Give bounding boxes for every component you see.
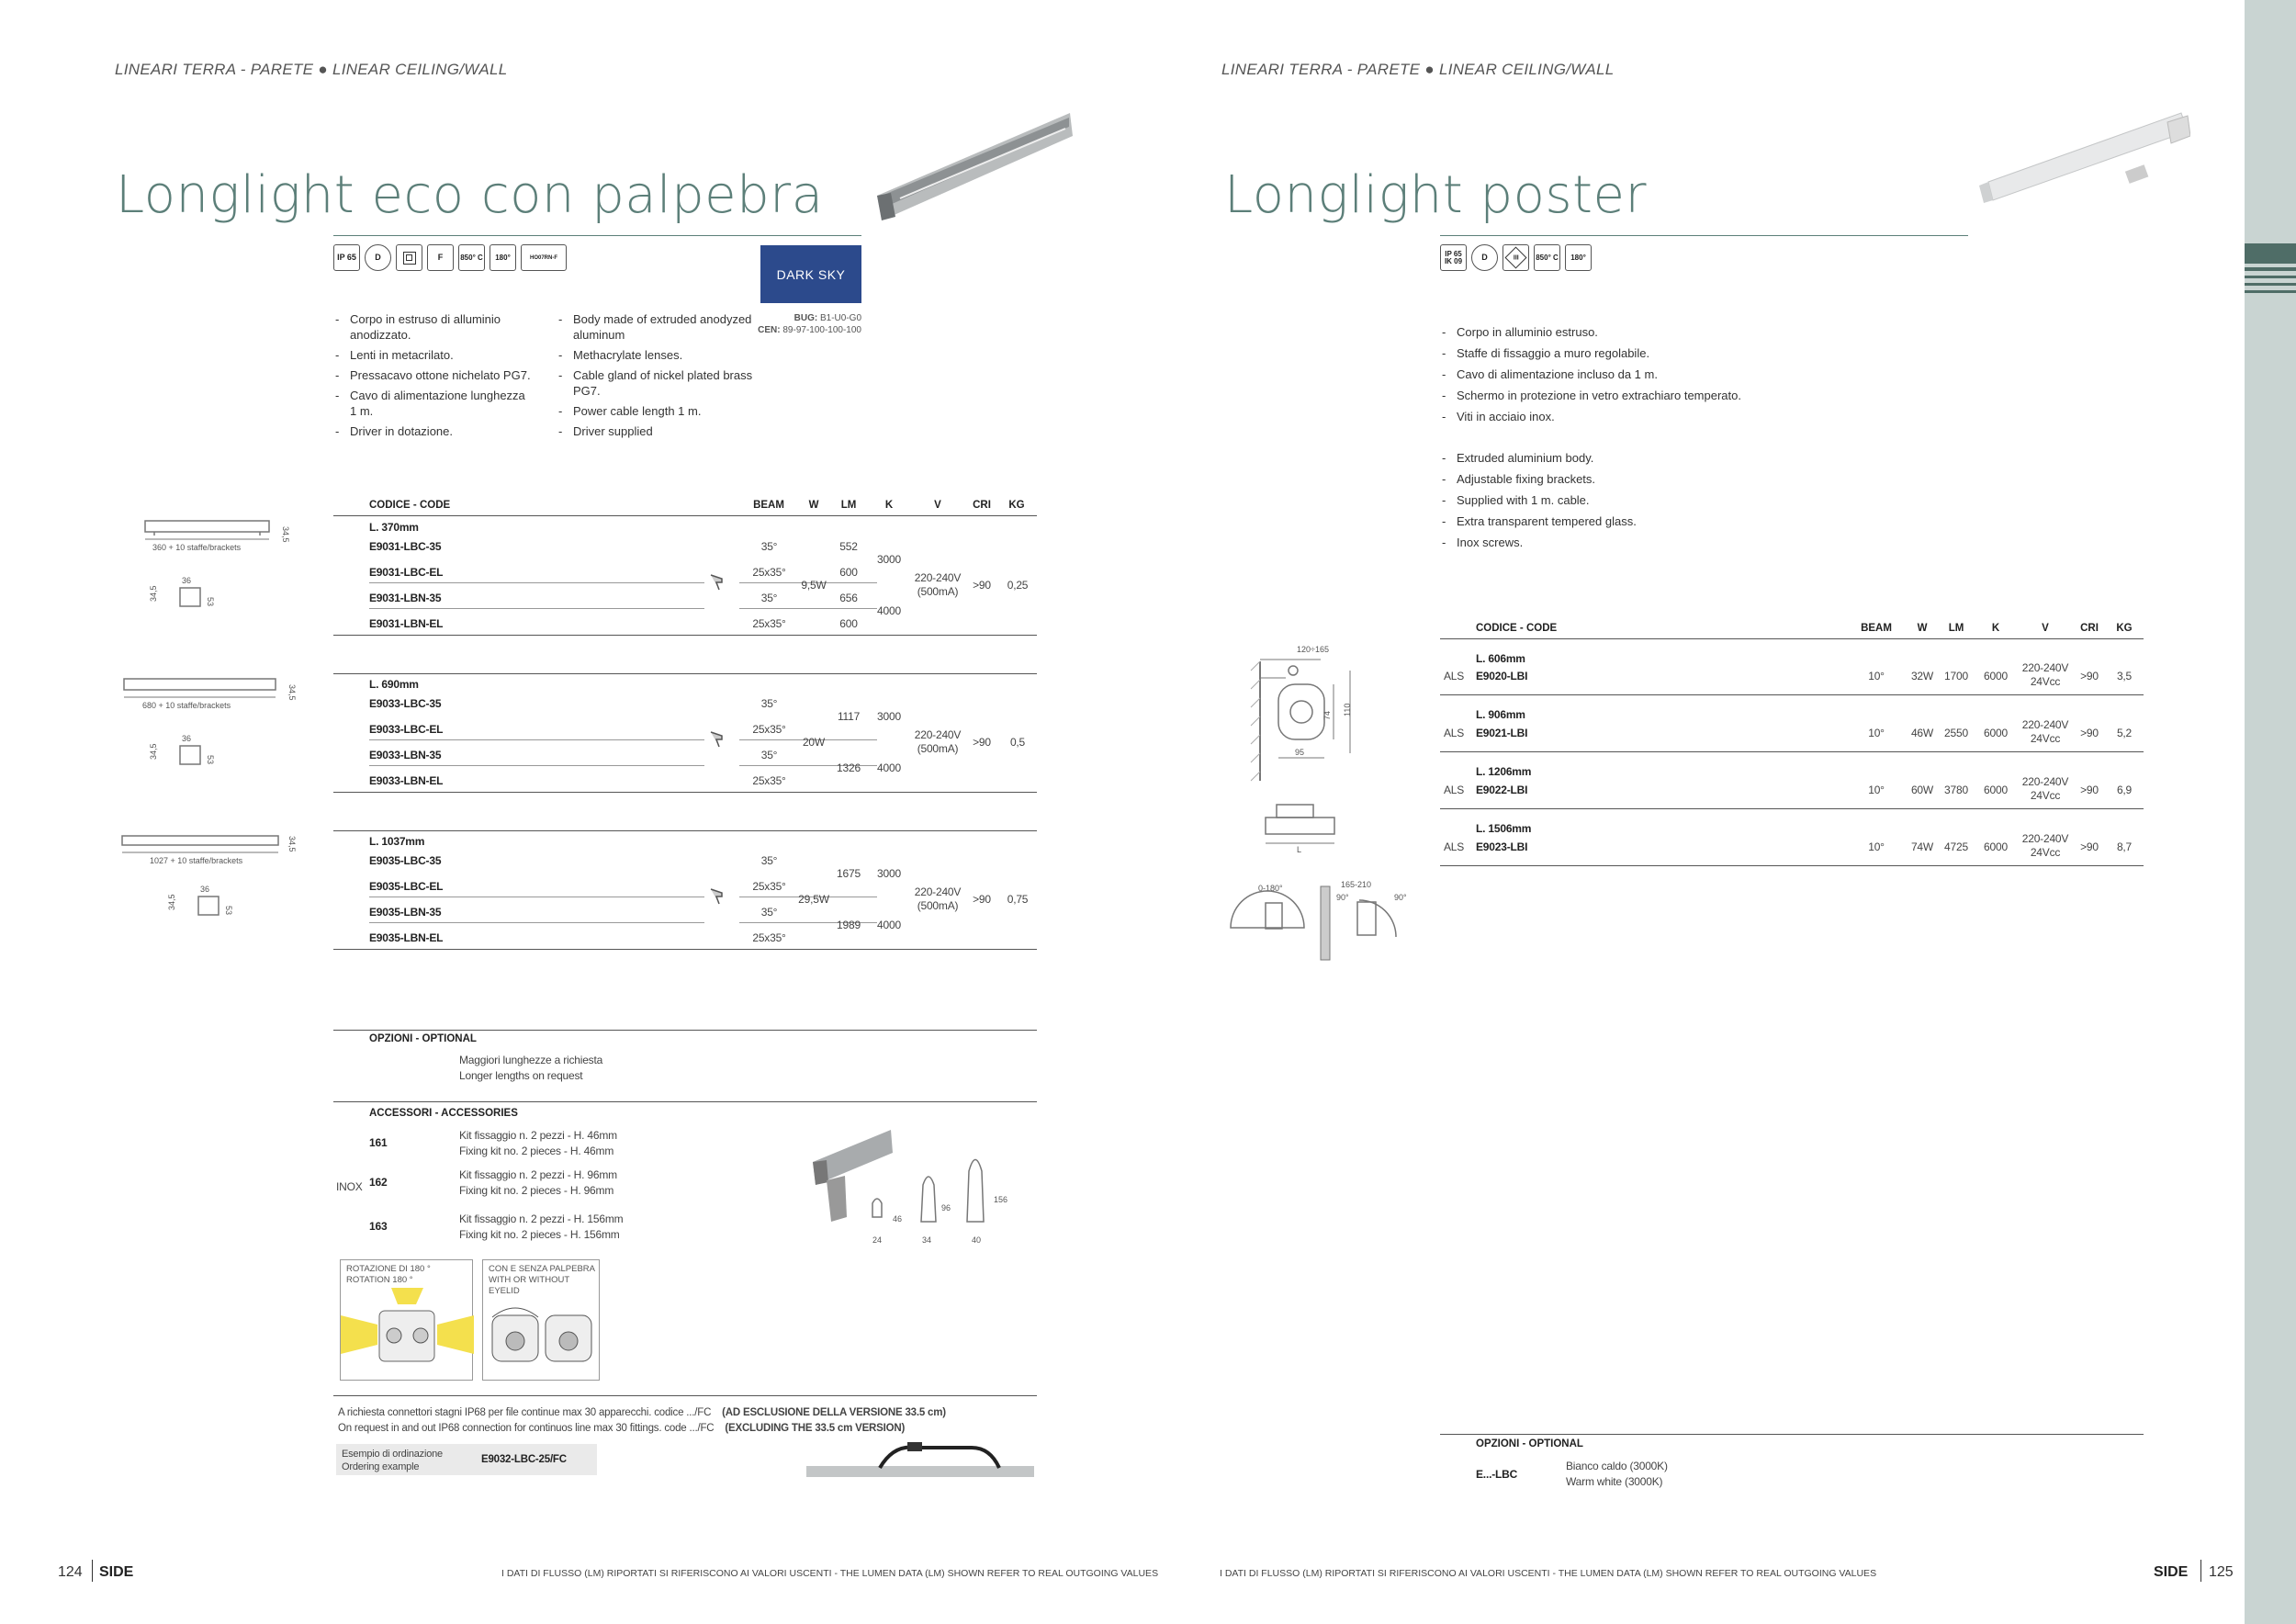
beam-value: 35° xyxy=(760,854,778,867)
beam-value: 35° xyxy=(760,592,778,604)
beam-value: 25x35° xyxy=(752,566,786,579)
product-code: E9033-LBN-35 xyxy=(369,749,442,761)
features-english xyxy=(557,311,754,444)
dark-sky-badge: DARK SKY xyxy=(760,245,861,303)
list-item: - Power cable length 1 m. xyxy=(557,403,754,419)
rotation-illustration: ROTAZIONE DI 180 ° ROTATION 180 ° xyxy=(340,1259,473,1381)
list-item: - Schermo in protezione in vetro extrachiaro temperato. xyxy=(1440,388,1807,404)
weight-value: 0,25 xyxy=(1007,579,1029,592)
beam-value: 35° xyxy=(760,697,778,710)
dimension-label: 34,5 xyxy=(149,585,158,602)
rotation-icon: 180° xyxy=(1565,244,1592,271)
ip65-ik09-icon: IP 65 IK 09 xyxy=(1440,244,1467,271)
dimension-label: 36 xyxy=(182,576,192,585)
weight-value: 3,5 xyxy=(2116,670,2133,682)
page-edge-line xyxy=(2245,290,2296,293)
ordering-example: Esempio di ordinazione Ordering example E9032-LBC-25/FC xyxy=(336,1444,597,1475)
row-rule xyxy=(369,739,704,740)
dimension-label: 36 xyxy=(200,885,210,894)
row-prefix: ALS xyxy=(1444,784,1465,796)
product-code: E9023-LBI xyxy=(1476,840,1528,853)
voltage-value: 220-240V (500mA) xyxy=(914,885,962,912)
cable-icon: HO07RN-F xyxy=(521,244,567,271)
col-header-cri: CRI xyxy=(973,500,991,511)
beam-value: 25x35° xyxy=(752,931,786,944)
kelvin-value: 4000 xyxy=(877,761,901,774)
beam-rule xyxy=(739,608,877,609)
optional-title: OPZIONI - OPTIONAL xyxy=(1476,1438,1583,1449)
dimension-label: 34,5 xyxy=(167,894,176,910)
cri-value: >90 xyxy=(973,893,991,906)
double-insulation-icon xyxy=(396,244,422,271)
dimension-label: 74 xyxy=(1322,710,1332,720)
product-code: E9035-LBN-35 xyxy=(369,906,442,919)
product-code: E9033-LBC-35 xyxy=(369,697,442,710)
dimension-label: 156 xyxy=(994,1195,1008,1204)
eyelid-illustration: CON E SENZA PALPEBRA WITH OR WITHOUT EYELID xyxy=(482,1259,600,1381)
lens-icon xyxy=(708,728,728,749)
cri-value: >90 xyxy=(2080,670,2099,682)
header-rule xyxy=(1440,638,2144,639)
col-header-code: CODICE - CODE xyxy=(369,500,451,511)
kelvin-value: 6000 xyxy=(1984,727,2008,739)
col-header-lm: LM xyxy=(1948,623,1964,634)
page-title: Longlight eco con palpebra xyxy=(116,165,824,225)
list-item: - Inox screws. xyxy=(1440,535,1807,551)
dimension-label: 46 xyxy=(893,1214,903,1224)
accessory-desc: Kit fissaggio n. 2 pezzi - H. 156mm Fixing kit no. 2 pieces - H. 156mm xyxy=(459,1212,624,1241)
list-item: - Extra transparent tempered glass. xyxy=(1440,513,1807,530)
col-header-k: K xyxy=(884,500,894,511)
lens-icon xyxy=(708,885,728,906)
group-rule xyxy=(333,830,1037,831)
group-length: L. 1037mm xyxy=(369,835,425,848)
dimension-label: 34 xyxy=(922,1235,932,1245)
row-rule xyxy=(1440,694,2144,695)
list-item: - Viti in acciaio inox. xyxy=(1440,409,1807,425)
dimension-label: 95 xyxy=(1295,748,1305,757)
kelvin-value: 3000 xyxy=(877,553,901,566)
list-item: - Staffe di fissaggio a muro regolabile. xyxy=(1440,345,1807,362)
col-header-kg: KG xyxy=(1008,500,1025,511)
certification-icons xyxy=(333,244,567,271)
beam-value: 10° xyxy=(1868,784,1885,796)
col-header-beam: BEAM xyxy=(1861,623,1892,634)
title-rule xyxy=(1440,235,1968,236)
beam-value: 25x35° xyxy=(752,774,786,787)
weight-value: 0,5 xyxy=(1009,736,1026,749)
dimension-drawing xyxy=(115,668,308,778)
lumen-value: 1675 xyxy=(837,867,861,880)
section-kicker: LINEARI TERRA - PARETE ● LINEAR CEILING/WALL xyxy=(115,61,508,78)
dimension-label: 110 xyxy=(1343,703,1352,716)
beam-value: 25x35° xyxy=(752,880,786,893)
dimension-label: 680 + 10 staffe/brackets xyxy=(142,701,231,710)
beam-value: 35° xyxy=(760,906,778,919)
voltage-value: 220-240V 24Vcc xyxy=(2021,718,2069,745)
list-item: - Body made of extruded anodyzed aluminum xyxy=(557,311,754,343)
accessories-title: ACCESSORI - ACCESSORIES xyxy=(369,1108,518,1119)
optional-rule xyxy=(333,1030,1037,1031)
beam-value: 10° xyxy=(1868,670,1885,682)
class-d-icon: D xyxy=(365,244,391,271)
weight-value: 5,2 xyxy=(2116,727,2133,739)
kelvin-value: 6000 xyxy=(1984,840,2008,853)
title-rule xyxy=(333,235,861,236)
product-code: E9035-LBC-EL xyxy=(369,880,444,893)
features-english xyxy=(1440,450,1807,556)
lumen-value: 600 xyxy=(839,566,858,579)
list-item: - Supplied with 1 m. cable. xyxy=(1440,492,1807,509)
col-header-w: W xyxy=(808,500,819,511)
accessories-rule xyxy=(333,1101,1037,1102)
page-edge-line xyxy=(2245,276,2296,278)
certification-icons xyxy=(1440,244,1592,271)
lumen-value: 1989 xyxy=(837,919,861,931)
list-item: - Methacrylate lenses. xyxy=(557,347,754,363)
product-photo xyxy=(872,108,1075,228)
watt-value: 9,5W xyxy=(801,579,827,592)
class-iii-icon: III xyxy=(1503,244,1529,271)
dimension-label: 90° xyxy=(1394,893,1407,902)
bug-rating: BUG: B1-U0-G0 CEN: 89-97-100-100-100 xyxy=(758,313,861,335)
dimension-label: 53 xyxy=(206,755,215,765)
col-header-v: V xyxy=(2042,623,2049,634)
dimension-label: 1027 + 10 staffe/brackets xyxy=(150,856,243,865)
list-item: - Cable gland of nickel plated brass PG7. xyxy=(557,367,754,399)
list-item: - Corpo in alluminio estruso. xyxy=(1440,324,1807,341)
lens-icon xyxy=(708,571,728,592)
lumen-value: 1326 xyxy=(837,761,861,774)
list-item: - Cavo di alimentazione lunghezza 1 m. xyxy=(333,388,531,419)
connector-note: A richiesta connettori stagni IP68 per file continue max 30 apparecchi. codice .../FC (AD ESCLUSIONE DELLA VERSIONE 33.5 cm) On request in and out IP68 connection for continuos line max 30 fittings. code .../FC (EXCLUDING THE 33.5 cm VERSION) xyxy=(338,1407,946,1434)
section-kicker: LINEARI TERRA - PARETE ● LINEAR CEILING/WALL xyxy=(1221,61,1615,78)
row-prefix: ALS xyxy=(1444,840,1465,853)
beam-value: 10° xyxy=(1868,840,1885,853)
product-code: E9031-LBC-EL xyxy=(369,566,444,579)
row-length: L. 1506mm xyxy=(1476,822,1532,835)
col-header-code: CODICE - CODE xyxy=(1476,623,1558,634)
watt-value: 20W xyxy=(802,736,826,749)
row-rule xyxy=(1440,865,2144,866)
kelvin-value: 6000 xyxy=(1984,670,2008,682)
inox-label: INOX xyxy=(336,1180,363,1193)
product-code: E9031-LBN-EL xyxy=(369,617,444,630)
page-title: Longlight poster xyxy=(1224,165,1647,225)
product-code: E9033-LBN-EL xyxy=(369,774,444,787)
group-length: L. 690mm xyxy=(369,678,419,691)
kelvin-value: 3000 xyxy=(877,867,901,880)
beam-value: 35° xyxy=(760,540,778,553)
product-code: E9020-LBI xyxy=(1476,670,1528,682)
product-code: E9033-LBC-EL xyxy=(369,723,444,736)
cri-value: >90 xyxy=(973,579,991,592)
page-number: 125 xyxy=(2209,1564,2234,1580)
footer-divider xyxy=(92,1560,93,1582)
brand-logo: SIDE xyxy=(99,1564,134,1580)
weight-value: 8,7 xyxy=(2116,840,2133,853)
example-code: E9032-LBC-25/FC xyxy=(481,1454,567,1465)
dimension-label: 34,5 xyxy=(287,836,297,852)
optional-rule xyxy=(1440,1434,2144,1435)
rotation-diagram xyxy=(341,1288,474,1380)
accessory-code: 162 xyxy=(369,1176,388,1189)
eyelid-diagram xyxy=(483,1288,601,1380)
product-code: E9035-LBN-EL xyxy=(369,931,444,944)
voltage-value: 220-240V (500mA) xyxy=(914,571,962,598)
watt-value: 60W xyxy=(1910,784,1934,796)
voltage-value: 220-240V 24Vcc xyxy=(2021,775,2069,802)
features-italian xyxy=(1440,324,1807,430)
dimension-drawing xyxy=(127,510,306,620)
row-rule xyxy=(1440,751,2144,752)
dimension-label: 360 + 10 staffe/brackets xyxy=(152,543,242,552)
col-header-lm: LM xyxy=(840,500,857,511)
brand-logo: SIDE xyxy=(2154,1564,2189,1580)
dimension-label: 34,5 xyxy=(281,526,290,543)
rotation-icon: 180° xyxy=(490,244,516,271)
row-rule xyxy=(369,922,704,923)
row-rule xyxy=(369,582,704,583)
dimension-label: 90° xyxy=(1336,893,1349,902)
beam-value: 10° xyxy=(1868,727,1885,739)
watt-value: 74W xyxy=(1910,840,1934,853)
beam-value: 35° xyxy=(760,749,778,761)
dimension-label: 53 xyxy=(206,597,215,607)
dimension-label: 120÷165 xyxy=(1297,645,1329,654)
product-code: E9031-LBN-35 xyxy=(369,592,442,604)
row-length: L. 906mm xyxy=(1476,708,1525,721)
optional-title: OPZIONI - OPTIONAL xyxy=(369,1033,477,1044)
dimension-drawing xyxy=(115,825,308,935)
watt-value: 46W xyxy=(1910,727,1934,739)
features-italian xyxy=(333,311,531,444)
lumen-value: 2550 xyxy=(1944,727,1968,739)
glow-wire-icon: 850° C xyxy=(458,244,485,271)
watt-value: 32W xyxy=(1910,670,1934,682)
list-item: - Cavo di alimentazione incluso da 1 m. xyxy=(1440,367,1807,383)
flammable-surface-icon: F xyxy=(427,244,454,271)
accessory-desc: Kit fissaggio n. 2 pezzi - H. 96mm Fixing kit no. 2 pieces - H. 96mm xyxy=(459,1168,617,1197)
class-d-icon: D xyxy=(1471,244,1498,271)
kelvin-value: 6000 xyxy=(1984,784,2008,796)
page-edge-marker xyxy=(2245,243,2296,264)
group-rule xyxy=(333,673,1037,674)
dimension-label: 40 xyxy=(972,1235,982,1245)
col-header-cri: CRI xyxy=(2080,623,2099,634)
row-rule xyxy=(369,765,704,766)
footer-note: I DATI DI FLUSSO (LM) RIPORTATI SI RIFERISCONO AI VALORI USCENTI - THE LUMEN DATA (LM) SHOWN REFER TO REAL OUTGOING VALUES xyxy=(501,1568,1159,1579)
col-header-v: V xyxy=(934,500,941,511)
lumen-value: 656 xyxy=(839,592,858,604)
connector-rule xyxy=(333,1395,1037,1396)
lumen-value: 1117 xyxy=(837,710,861,723)
kelvin-value: 4000 xyxy=(877,919,901,931)
dimension-label: 53 xyxy=(224,906,233,916)
list-item: - Pressacavo ottone nichelato PG7. xyxy=(333,367,531,383)
accessory-code: 163 xyxy=(369,1220,388,1233)
dimension-label: 96 xyxy=(941,1203,951,1212)
list-item: - Extruded aluminium body. xyxy=(1440,450,1807,467)
cri-value: >90 xyxy=(2080,784,2099,796)
group-rule xyxy=(333,792,1037,793)
col-header-w: W xyxy=(1917,623,1928,634)
product-code: E9035-LBC-35 xyxy=(369,854,442,867)
row-rule xyxy=(369,608,704,609)
row-length: L. 1206mm xyxy=(1476,765,1532,778)
col-header-kg: KG xyxy=(2116,623,2133,634)
page-edge-line xyxy=(2245,267,2296,271)
dimension-label: 165-210 xyxy=(1341,880,1372,889)
list-item: - Driver supplied xyxy=(557,423,754,439)
dimension-label: L xyxy=(1297,845,1302,854)
voltage-value: 220-240V (500mA) xyxy=(914,728,962,755)
group-rule xyxy=(333,949,1037,950)
row-length: L. 606mm xyxy=(1476,652,1525,665)
col-header-beam: BEAM xyxy=(753,500,784,511)
product-code: E9022-LBI xyxy=(1476,784,1528,796)
optional-code: E...-LBC xyxy=(1476,1468,1518,1481)
lumen-value: 1700 xyxy=(1944,670,1968,682)
lumen-value: 552 xyxy=(839,540,858,553)
row-rule xyxy=(1440,808,2144,809)
connector-drawing xyxy=(806,1433,1038,1484)
beam-value: 25x35° xyxy=(752,617,786,630)
col-header-k: K xyxy=(1991,623,2000,634)
dimension-drawing xyxy=(1221,634,1433,974)
cri-value: >90 xyxy=(2080,727,2099,739)
group-length: L. 370mm xyxy=(369,521,419,534)
kelvin-value: 3000 xyxy=(877,710,901,723)
accessory-desc: Kit fissaggio n. 2 pezzi - H. 46mm Fixing kit no. 2 pieces - H. 46mm xyxy=(459,1129,617,1157)
product-photo xyxy=(1975,108,2190,214)
lumen-value: 600 xyxy=(839,617,858,630)
list-item: - Lenti in metacrilato. xyxy=(333,347,531,363)
product-code: E9031-LBC-35 xyxy=(369,540,442,553)
page-number: 124 xyxy=(58,1564,83,1580)
dimension-label: 0-180° xyxy=(1258,884,1283,893)
list-item: - Adjustable fixing brackets. xyxy=(1440,471,1807,488)
dimension-label: 34,5 xyxy=(149,743,158,760)
dimension-label: 36 xyxy=(182,734,192,743)
bracket-drawing xyxy=(808,1125,1015,1249)
group-rule xyxy=(333,635,1037,636)
watt-value: 29,5W xyxy=(798,893,829,906)
footer-note: I DATI DI FLUSSO (LM) RIPORTATI SI RIFERISCONO AI VALORI USCENTI - THE LUMEN DATA (LM) SHOWN REFER TO REAL OUTGOING VALUES xyxy=(1220,1568,1877,1579)
footer-divider xyxy=(2200,1560,2201,1582)
lumen-value: 4725 xyxy=(1944,840,1968,853)
dimension-label: 24 xyxy=(872,1235,883,1245)
product-code: E9021-LBI xyxy=(1476,727,1528,739)
voltage-value: 220-240V 24Vcc xyxy=(2021,661,2069,688)
page-edge-line xyxy=(2245,283,2296,286)
ip65-icon: IP 65 xyxy=(333,244,360,271)
weight-value: 6,9 xyxy=(2116,784,2133,796)
header-rule xyxy=(333,515,1037,516)
dimension-label: 34,5 xyxy=(287,684,297,701)
weight-value: 0,75 xyxy=(1007,893,1029,906)
voltage-value: 220-240V 24Vcc xyxy=(2021,832,2069,859)
row-prefix: ALS xyxy=(1444,727,1465,739)
list-item: - Corpo in estruso di alluminio anodizzato. xyxy=(333,311,531,343)
cri-value: >90 xyxy=(973,736,991,749)
cri-value: >90 xyxy=(2080,840,2099,853)
kelvin-value: 4000 xyxy=(877,604,901,617)
beam-value: 25x35° xyxy=(752,723,786,736)
list-item: - Driver in dotazione. xyxy=(333,423,531,439)
row-prefix: ALS xyxy=(1444,670,1465,682)
optional-text: Bianco caldo (3000K) Warm white (3000K) xyxy=(1566,1460,1668,1488)
glow-wire-icon: 850° C xyxy=(1534,244,1560,271)
lumen-value: 3780 xyxy=(1944,784,1968,796)
accessory-code: 161 xyxy=(369,1136,388,1149)
optional-text: Maggiori lunghezze a richiesta Longer lengths on request xyxy=(459,1054,603,1082)
